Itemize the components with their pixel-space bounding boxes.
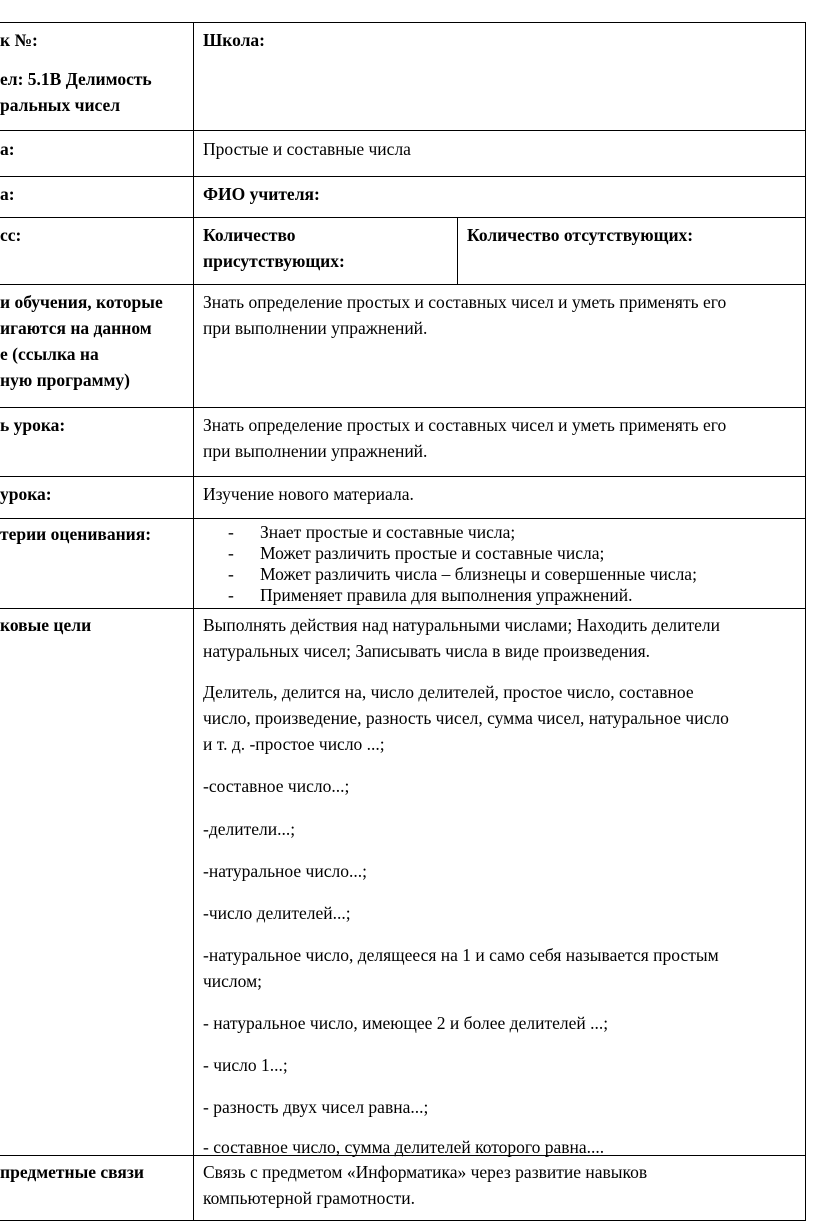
language-goals-p5: -натуральное число...;: [203, 861, 367, 881]
row-divider: [0, 176, 806, 177]
list-item: - Может различить числа – близнецы и совершенные числа;: [228, 564, 697, 584]
interdisciplinary-value-line2: компьютерной грамотности.: [203, 1188, 415, 1208]
row-divider: [0, 608, 806, 609]
table-right-border: [805, 22, 806, 1221]
language-goals-p1-line1: Выполнять действия над натуральными числами; Находить делители: [203, 615, 720, 635]
list-item: - Знает простые и составные числа;: [228, 522, 516, 542]
learning-goals-value-line2: при выполнении упражнений.: [203, 318, 428, 338]
lesson-number-label: к №:: [0, 30, 38, 50]
language-goals-p1-line2: натуральных чисел; Записывать числа в виде произведения.: [203, 641, 651, 661]
list-item: - Может различить простые и составные числа;: [228, 543, 605, 563]
row-divider: [0, 476, 806, 477]
language-goals-p7-line1: -натуральное число, делящееся на 1 и само себя называется простым: [203, 945, 719, 965]
learning-goals-label-line2: игаются на данном: [0, 318, 152, 338]
lesson-goal-label: ь урока:: [0, 415, 66, 435]
learning-goals-label-line4: ную программу): [0, 370, 130, 390]
language-goals-p6: -число делителей...;: [203, 903, 351, 923]
row-divider: [0, 407, 806, 408]
language-goals-p3: -составное число...;: [203, 776, 350, 796]
language-goals-p2-line2: число, произведение, разность чисел, сумма чисел, натуральное число: [203, 708, 729, 728]
section-label-line1: ел: 5.1В Делимость: [0, 69, 152, 89]
lesson-goal-value-line2: при выполнении упражнений.: [203, 441, 428, 461]
absent-count-label: Количество отсутствующих:: [467, 225, 694, 245]
interdisciplinary-value-line1: Связь с предметом «Информатика» через развитие навыков: [203, 1162, 648, 1182]
table-top-border: [0, 22, 806, 23]
topic-value: Простые и составные числа: [203, 139, 411, 159]
language-goals-p2-line1: Делитель, делится на, число делителей, простое число, составное: [203, 682, 694, 702]
language-goals-p10: - разность двух чисел равна...;: [203, 1097, 429, 1117]
column-divider: [193, 22, 194, 1221]
present-count-label-line1: Количество: [203, 225, 296, 245]
language-goals-p7-line2: числом;: [203, 971, 263, 991]
section-label-line2: ральных чисел: [0, 95, 121, 115]
language-goals-p11: - составное число, сумма делителей которого равна....: [203, 1137, 605, 1157]
language-goals-p8: - натуральное число, имеющее 2 и более делителей ...;: [203, 1013, 609, 1033]
school-label: Школа:: [203, 30, 265, 50]
language-goals-p4: -делители...;: [203, 819, 296, 839]
column-divider: [457, 217, 458, 285]
lesson-type-label: урока:: [0, 484, 52, 504]
class-label: сс:: [0, 225, 22, 245]
language-goals-p9: - число 1...;: [203, 1055, 288, 1075]
language-goals-p2-line3: и т. д. -простое число ...;: [203, 734, 385, 754]
learning-goals-label-line3: е (ссылка на: [0, 344, 99, 364]
present-count-label-line2: присутствующих:: [203, 251, 345, 271]
table-bottom-border: [0, 1220, 806, 1221]
criteria-label: терии оценивания:: [0, 524, 152, 544]
row-divider: [0, 130, 806, 131]
learning-goals-value-line1: Знать определение простых и составных чисел и уметь применять его: [203, 292, 727, 312]
row-divider: [0, 217, 806, 218]
list-item: - Применяет правила для выполнения упражнений.: [228, 585, 633, 605]
row-divider: [0, 284, 806, 285]
criteria-list: [228, 522, 697, 606]
learning-goals-label-line1: и обучения, которые: [0, 292, 163, 312]
topic-label: а:: [0, 139, 15, 159]
row-divider: [0, 518, 806, 519]
lesson-goal-value-line1: Знать определение простых и составных чисел и уметь применять его: [203, 415, 727, 435]
language-goals-label: ковые цели: [0, 615, 92, 635]
lesson-type-value: Изучение нового материала.: [203, 484, 414, 504]
teacher-label: ФИО учителя:: [203, 184, 320, 204]
date-label: а:: [0, 184, 15, 204]
interdisciplinary-label: предметные связи: [0, 1162, 144, 1182]
